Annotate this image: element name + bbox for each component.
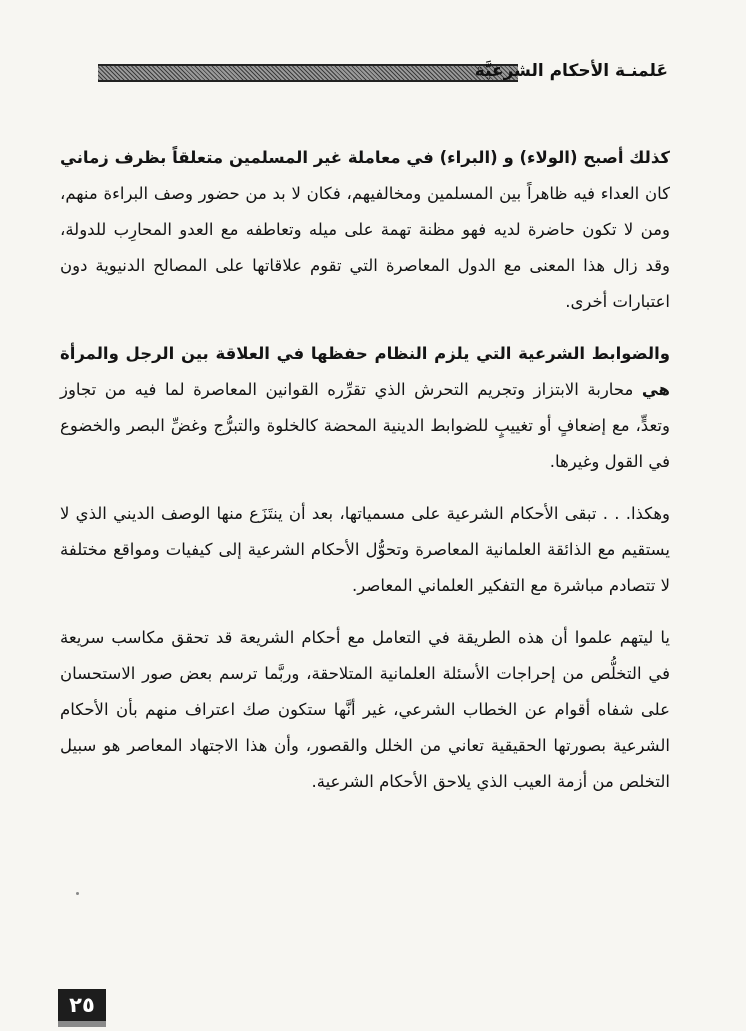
paragraph-text: كان العداء فيه ظاهراً بين المسلمين ومخالفيهم، فكان لا بد من حضور وصف البراءة منهم، ومن لا تكون حاضرة لديه فهو مظنة تهمة على ميله وتعاطفه مع العدو المحارِب للدولة، وقد زال هذا المعنى مع الدول المعاصرة التي تقوم علاقاتها على المصالح الدنيوية دون اعتبارات أخرى. [60, 184, 670, 311]
paragraph-1 [60, 140, 670, 320]
page-body [60, 140, 670, 816]
paragraph-2 [60, 336, 670, 480]
paragraph-4 [60, 620, 670, 800]
paragraph-lead: والضوابط الشرعية التي يلزم النظام حفظها في العلاقة بين الرجل والمرأة هي [60, 344, 670, 399]
paragraph-text: وهكذا. . . تبقى الأحكام الشرعية على مسمياتها، بعد أن ينتَزَع منها الوصف الديني الذي لا يستقيم مع الذائقة العلمانية المعاصرة وتحوُّل الأحكام الشرعية إلى كيفيات ومواقع مختلفة لا تتصادم مباشرة مع التفكير العلماني المعاصر. [60, 504, 670, 595]
paragraph-text: محاربة الابتزاز وتجريم التحرش الذي تقرِّره القوانين المعاصرة لما فيه من تجاوز وتعدٍّ، مع إضعافٍ أو تغييبٍ للضوابط الدينية المحضة كالخلوة والتبرُّج وغضِّ البصر والخضوع في القول وغيرها. [60, 380, 670, 471]
paragraph-text: يا ليتهم علموا أن هذه الطريقة في التعامل مع أحكام الشريعة قد تحقق مكاسب سريعة في التخلُّص من إحراجات الأسئلة العلمانية المتلاحقة، وربَّما ترسم بعض صور الاستحسان على شفاه أقوام عن الخطاب الشرعي، غير أنَّها ستكون صك اعتراف منهم بأن الأحكام الشرعية بصورتها الحقيقية تعاني من الخلل والقصور، وأن هذا الاجتهاد المعاصر هو سبيل التخلص من أزمة العيب الذي يلاحق الأحكام الشرعية. [60, 628, 670, 791]
header-title: عَلمنـة الأحكام الشرعيَّة [474, 61, 668, 81]
scan-speck [76, 892, 79, 895]
paragraph-lead: كذلك أصبح (الولاء) و (البراء) في معاملة غير المسلمين متعلقاً بظرف زماني [60, 148, 670, 167]
paragraph-3 [60, 496, 670, 604]
page-number: ٢٥ [58, 989, 106, 1027]
header-rule [98, 64, 518, 82]
running-header [98, 56, 668, 86]
